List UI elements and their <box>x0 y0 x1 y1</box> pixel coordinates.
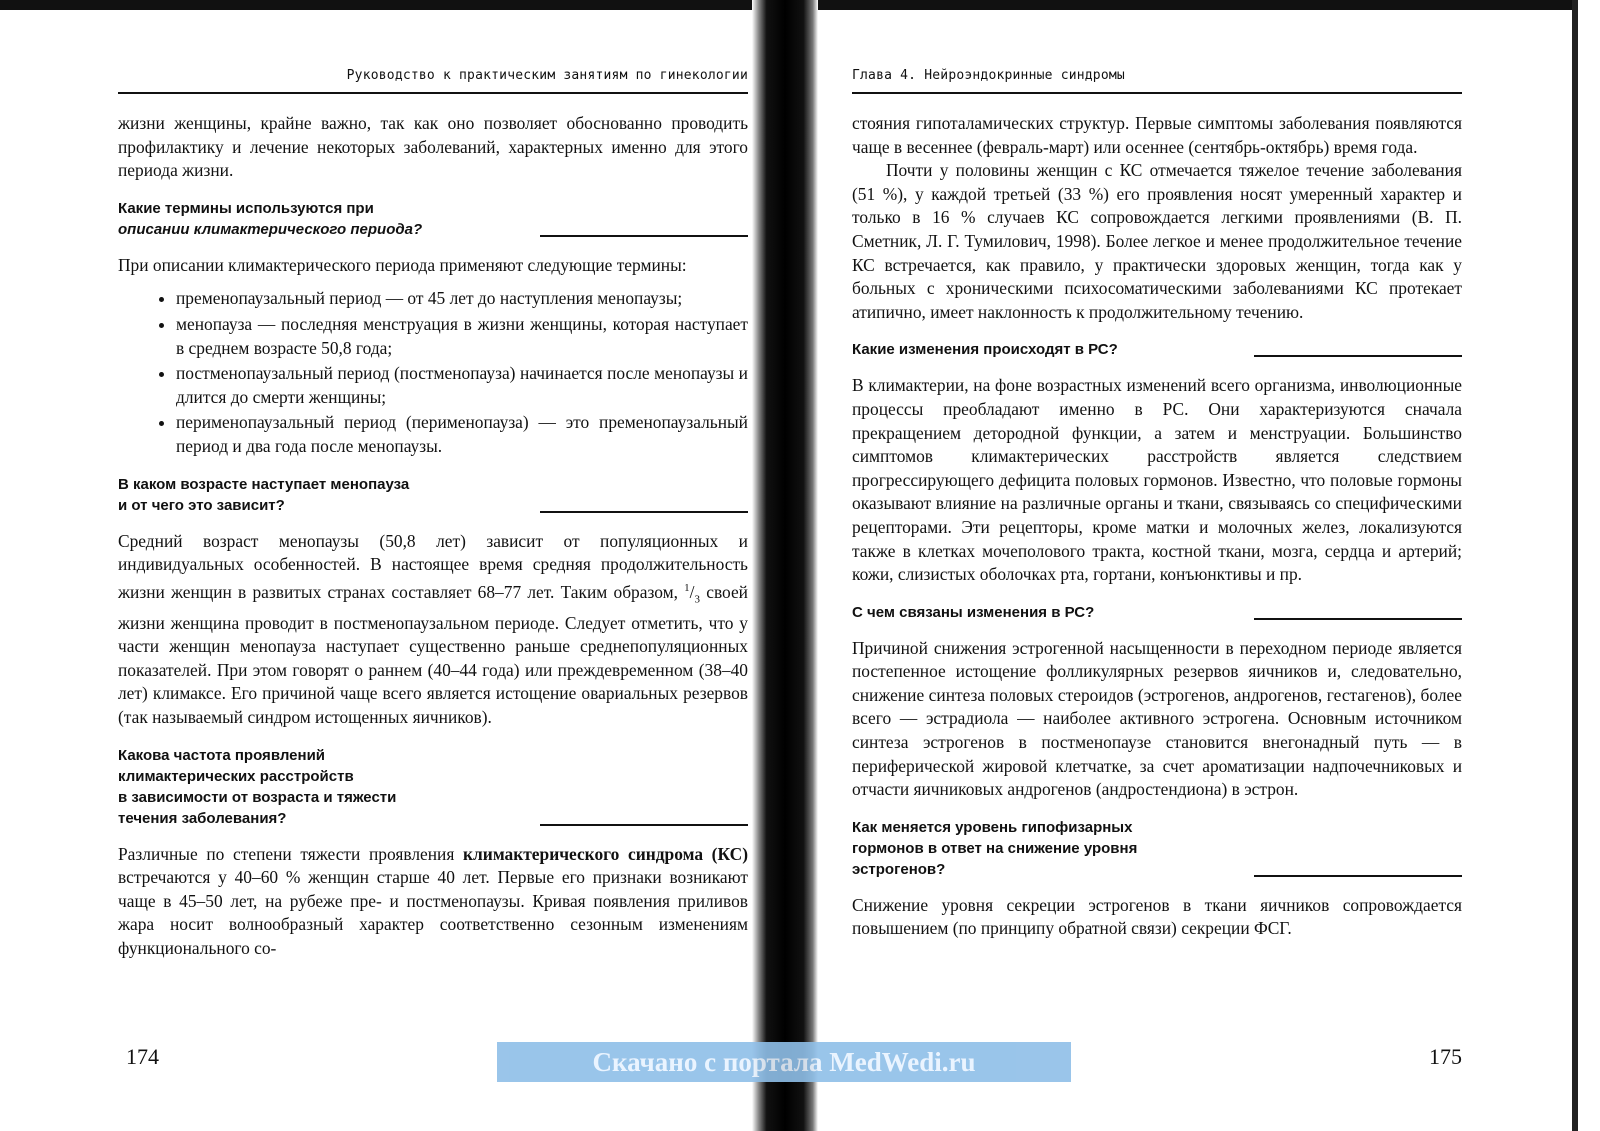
terms-list-item: • пременопаузальный период — от 45 лет до наступления менопаузы; <box>176 287 748 311</box>
question-changes-rs <box>852 339 1462 360</box>
paragraph-text: своей жизни женщина проводит в постменопаузальном периоде. Следует отметить, что у части женщин менопауза наступает существенно раньше среднепопуляционных показателей. При этом говорят о раннем (40–44 года) или преждевременном (38–40 лет) климаксе. Его причиной чаще всего является истощение овариальных резервов (так называемый синдром истощенных яичников). <box>118 581 748 727</box>
question-line: гормонов в ответ на снижение уровня <box>852 839 1138 857</box>
menopause-age-paragraph: Средний возраст менопаузы (50,8 лет) зависит от популяционных и индивидуальных особенностей. В настоящее время средняя продолжительность жизни женщин в развитых странах составляет 68–77 лет. Таким образом, $^1/_3$ своей жизни женщина проводит в постменопаузальном периоде. Следует отметить, что у части женщин менопауза наступает существенно раньше среднепопуляционных показателей. При этом говорят о раннем (40–44 года) или преждевременном (38–40 лет) климаксе. Его причиной чаще всего является истощение овариальных резервов (так называемый синдром истощенных яичников). <box>118 530 748 727</box>
terms-list-item: • перименопаузальный период (перименопауза) — это пременопаузальный период и два года после менопаузы. <box>176 411 748 458</box>
causes-rs-paragraph: Причиной снижения эстрогенной насыщенности в переходном периоде является постепенное истощение фолликулярных резервов яичников и, следовательно, снижение синтеза половых стероидов (эстрогенов, андрогенов, гестагенов), более всего — эстрадиола — наиболее активного эстрогена. Основным источником синтеза эстрогенов в постменопаузе становится внегонадный путь — в периферической жировой клетчатке, за счет ароматизации надпочечниковых и отчасти яичниковых андрогенов (андростендиона) в эстрон. <box>852 637 1462 800</box>
question-line: Какова частота проявлений <box>118 746 326 764</box>
question-line: описании климактерического периода? <box>118 220 423 238</box>
question-line: Какие изменения происходят в РС? <box>852 341 1118 359</box>
question-rule <box>1254 618 1462 620</box>
scan-right-edge <box>1572 0 1600 1131</box>
question-line: климактерических расстройств <box>118 767 354 785</box>
right-page-content <box>852 112 1462 941</box>
left-page-number: 174 <box>126 1044 159 1069</box>
terms-list <box>118 287 748 458</box>
fraction-denominator: 3 <box>694 592 701 605</box>
terms-intro-paragraph: При описании климактерического периода применяют следующие термины: <box>118 254 687 275</box>
book-spine-gutter <box>752 0 818 1131</box>
question-menopause-age <box>118 474 748 516</box>
question-line: и от чего это зависит? <box>118 496 285 514</box>
changes-rs-paragraph: В климактерии, на фоне возрастных изменений всего организма, инволюционные процессы преобладают именно в РС. Они характеризуются сначала прекращением детородной функции, а затем и менструации. Большинство симптомов климактерических расстройств является следствием прогрессирующего дефицита половых гормонов. Известно, что половые гормоны оказывают влияние на различные органы и ткани, связываясь со специфическими рецепторами. Эти рецепторы, кроме матки и молочных желез, локализуются также в клетках мочеполового тракта, костной ткани, мозга, сердца и артерий; кожи, слизистых оболочках рта, гортани, конъюнктивы и пр. <box>852 375 1462 585</box>
question-line: С чем связаны изменения в РС? <box>852 603 1095 621</box>
right-page-number: 175 <box>1429 1044 1462 1069</box>
bold-term: климактерического синдрома (КС) <box>463 843 748 864</box>
continuation-paragraph: стояния гипоталамических структур. Первые симптомы заболевания появляются чаще в весеннее (февраль-март) или осеннее (сентябрь-октябрь) время года. <box>852 113 1462 157</box>
question-causes-rs <box>852 602 1462 623</box>
paragraph-text: Различные по степени тяжести проявления <box>118 843 455 864</box>
question-rule <box>540 511 748 513</box>
left-page-content <box>118 112 748 961</box>
site-watermark: Скачано с портала MedWedi.ru <box>497 1042 1071 1082</box>
left-intro-paragraph: жизни женщины, крайне важно, так как оно позволяет обоснованно проводить профилактику и лечение некоторых заболеваний, характерных именно для этого периода жизни. <box>118 113 748 181</box>
right-page <box>852 0 1462 1131</box>
frequency-paragraph <box>118 843 748 961</box>
question-rule <box>1254 875 1462 877</box>
terms-list-item: • постменопаузальный период (постменопауза) начинается после менопаузы и длится до смерти женщины; <box>176 362 748 409</box>
question-rule <box>1254 355 1462 357</box>
question-rule <box>540 824 748 826</box>
question-pituitary-hormones <box>852 817 1462 880</box>
fraction-numerator: 1 <box>684 581 690 594</box>
question-line: в зависимости от возраста и тяжести <box>118 788 397 806</box>
pituitary-hormones-paragraph: Снижение уровня секреции эстрогенов в ткани яичников сопровождается повышением (по принципу обратной связи) секреции ФСГ. <box>852 894 1462 939</box>
paragraph-text: Средний возраст менопаузы (50,8 лет) зависит от популяционных и индивидуальных особенностей. В настоящее время средняя продолжительность жизни женщин в развитых странах составляет 68–77 лет. Таким образом, <box>118 530 748 602</box>
right-running-head: Глава 4. Нейроэндокринные синдромы <box>852 66 1462 94</box>
terms-list-item: • менопауза — последняя менструация в жизни женщины, которая наступает в среднем возрасте 50,8 года; <box>176 313 748 360</box>
question-line: течения заболевания? <box>118 809 287 827</box>
severity-paragraph: Почти у половины женщин с КС отмечается тяжелое течение заболевания (51 %), у каждой третьей (33 %) его проявления носят умеренный характер и только в 16 % случаев КС сопровождается легкими проявлениями (В. П. Сметник, Л. Г. Тумилович, 1998). Более легкое и менее продолжительное течение КС встречается, как правило, у практически здоровых женщин, тогда как у больных с хроническими психосоматическими заболеваниями КС протекает атипично, имеет наклонность к продолжительному течению. <box>852 160 1462 322</box>
question-line: эстрогенов? <box>852 860 946 878</box>
question-rule <box>540 235 748 237</box>
left-running-head: Руководство к практическим занятиям по гинекологии <box>118 66 748 94</box>
question-line: Как меняется уровень гипофизарных <box>852 818 1133 836</box>
question-terms <box>118 198 748 240</box>
question-line: В каком возрасте наступает менопауза <box>118 475 410 493</box>
paragraph-text: встречаются у 40–60 % женщин старше 40 лет. Первые его признаки возникают чаще в 45–50 лет, на рубеже пре- и постменопаузы. Кривая появления приливов жара носит волнообразный характер соответственно сезонным изменениям функционального со- <box>118 867 748 958</box>
question-line: Какие термины используются при <box>118 199 374 217</box>
question-frequency <box>118 745 748 829</box>
left-page <box>118 0 748 1131</box>
